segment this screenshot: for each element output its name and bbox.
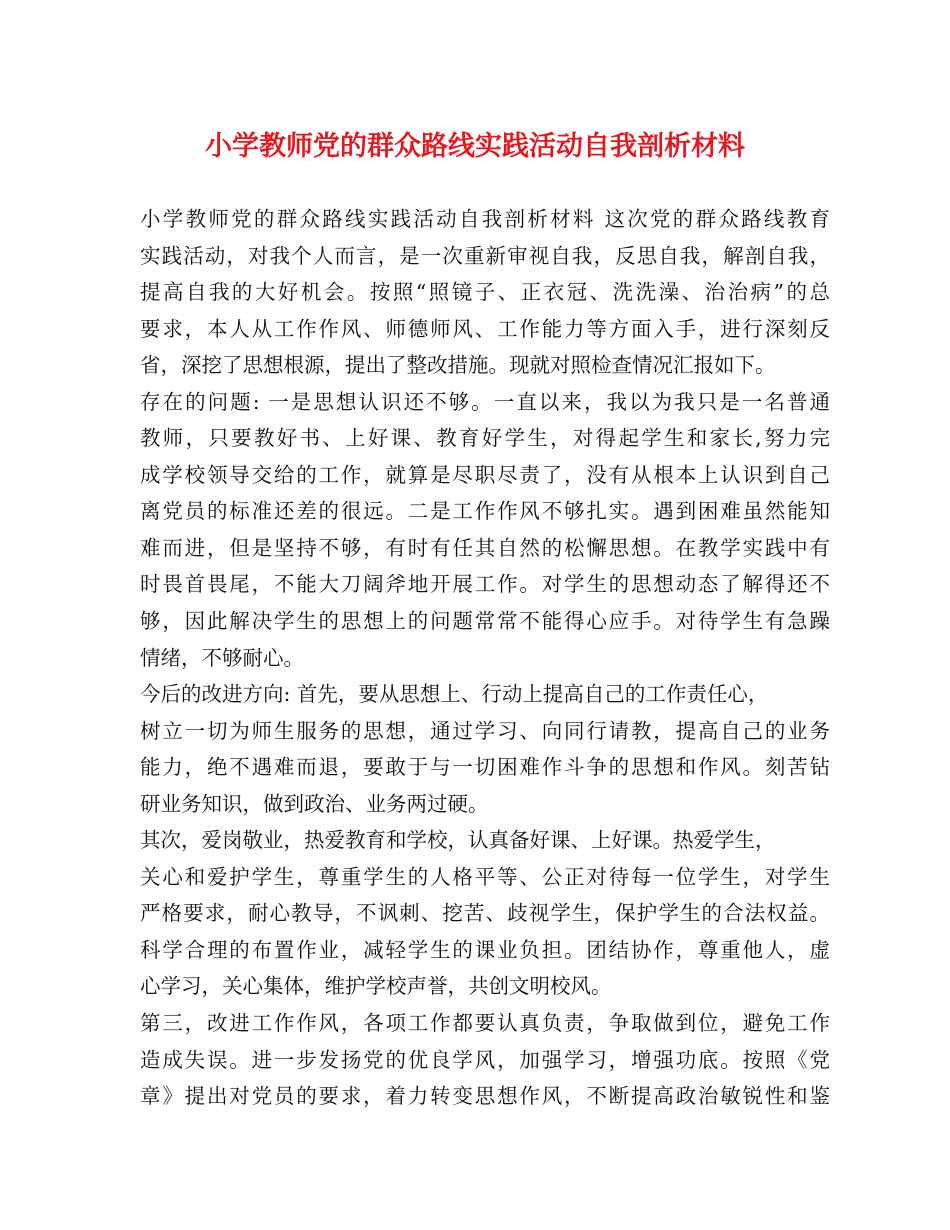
- body-line: 造成失误。进一步发扬党的优良学风，加强学习，增强功底。按照《党: [140, 1047, 830, 1072]
- body-line: 第三，改进工作作风，各项工作都要认真负责，争取做到位，避免工作: [140, 1011, 830, 1036]
- body-line: 今后的改进方向: 首先，要从思想上、行动上提高自己的工作责任心，: [140, 682, 769, 707]
- body-line: 科学合理的布置作业，减轻学生的课业负担。团结协作，尊重他人，虚: [140, 937, 830, 962]
- body-line: 心学习，关心集体，维护学校声誉，共创文明校风。: [140, 974, 612, 999]
- body-line: 严格要求，耐心教导，不讽刺、挖苦、歧视学生，保护学生的合法权益。: [140, 901, 830, 926]
- body-line: 时畏首畏尾，不能大刀阔斧地开展工作。对学生的思想动态了解得还不: [140, 572, 830, 597]
- body-line: 研业务知识，做到政治、业务两过硬。: [140, 791, 489, 816]
- document-title: 小学教师党的群众路线实践活动自我剖析材料: [205, 131, 745, 162]
- document-body: [140, 201, 830, 1115]
- body-line: 够，因此解决学生的思想上的问题常常不能得心应手。对待学生有急躁: [140, 609, 830, 634]
- body-line: 树立一切为师生服务的思想，通过学习、向同行请教，提高自己的业务: [140, 718, 830, 743]
- body-line: 要求，本人从工作作风、师德师风、工作能力等方面入手，进行深刻反: [140, 316, 830, 341]
- body-line: 章》提出对党员的要求，着力转变思想作风，不断提高政治敏锐性和鉴: [140, 1084, 830, 1109]
- body-line: 成学校领导交给的工作，就算是尽职尽责了，没有从根本上认识到自己: [140, 462, 830, 487]
- body-line: 提高自我的大好机会。按照“照镜子、正衣冠、洗洗澡、治治病”的总: [140, 280, 830, 305]
- body-line: 离党员的标准还差的很远。二是工作作风不够扎实。遇到困难虽然能知: [140, 499, 830, 524]
- body-line: 存在的问题: 一是思想认识还不够。一直以来，我以为我只是一名普通: [140, 389, 830, 414]
- body-line: 情绪，不够耐心。: [140, 645, 304, 670]
- body-line: 省，深挖了思想根源，提出了整改措施。现就对照检查情况汇报如下。: [140, 353, 776, 378]
- body-line: 教师，只要教好书、上好课、教育好学生，对得起学生和家长,努力完: [140, 426, 830, 451]
- body-line: 小学教师党的群众路线实践活动自我剖析材料 这次党的群众路线教育: [140, 207, 830, 231]
- body-line: 能力，绝不遇难而退，要敢于与一切困难作斗争的思想和作风。刻苦钻: [140, 755, 830, 780]
- body-line: 难而进，但是坚持不够，有时有任其自然的松懈思想。在教学实践中有: [140, 535, 830, 560]
- body-line: 实践活动，对我个人而言，是一次重新审视自我，反思自我，解剖自我，: [140, 243, 830, 268]
- body-line: 其次，爱岗敬业，热爱教育和学校，认真备好课、上好课。热爱学生，: [140, 828, 776, 853]
- body-line: 关心和爱护学生，尊重学生的人格平等、公正对待每一位学生，对学生: [140, 864, 830, 889]
